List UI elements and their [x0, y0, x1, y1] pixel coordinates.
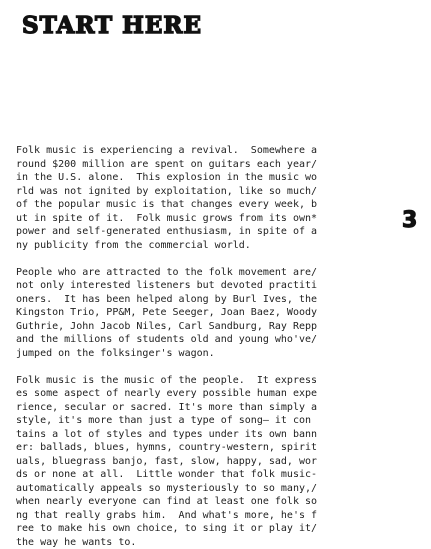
paragraph-folk-movement	[16, 266, 386, 361]
text-line: style, it's more than just a type of song— it con	[16, 414, 386, 428]
text-line: oners. It has been helped along by Burl Ives, the	[16, 293, 386, 307]
text-line: tains a lot of styles and types under its own bann	[16, 428, 386, 442]
text-line: Guthrie, John Jacob Niles, Carl Sandburg, Ray Repp	[16, 320, 386, 334]
text-line: not only interested listeners but devoted practiti	[16, 279, 386, 293]
page-number: 3	[402, 208, 417, 233]
text-line: rience, secular or sacred. It's more than simply a	[16, 401, 386, 415]
paragraph-music-of-the-people	[16, 374, 386, 549]
text-line: Folk music is the music of the people. It express	[16, 374, 386, 388]
text-line: es some aspect of nearly every possible human expe	[16, 387, 386, 401]
text-line: ree to make his own choice, to sing it or play it/	[16, 522, 386, 536]
text-line: er: ballads, blues, hymns, country-western, spirit	[16, 441, 386, 455]
text-line: People who are attracted to the folk movement are/	[16, 266, 386, 280]
text-line: Folk music is experiencing a revival. Somewhere a	[16, 144, 386, 158]
text-line: ds or none at all. Little wonder that folk music-	[16, 468, 386, 482]
text-line: ng that really grabs him. And what's more, he's f	[16, 509, 386, 523]
text-line: when nearly everyone can find at least one folk so	[16, 495, 386, 509]
page-title: START HERE	[22, 12, 202, 39]
text-line: of the popular music is that changes every week, b	[16, 198, 386, 212]
text-line: and the millions of students old and young who've/	[16, 333, 386, 347]
paragraph-revival	[16, 144, 386, 252]
text-line: ut in spite of it. Folk music grows from its own*	[16, 212, 386, 226]
text-line: the way he wants to.	[16, 536, 386, 549]
text-line: automatically appeals so mysteriously to so many,/	[16, 482, 386, 496]
text-line: uals, bluegrass banjo, fast, slow, happy, sad, wor	[16, 455, 386, 469]
text-line: Kingston Trio, PP&M, Pete Seeger, Joan Baez, Woody	[16, 306, 386, 320]
article-body	[16, 144, 386, 549]
text-line: jumped on the folksinger's wagon.	[16, 347, 386, 361]
text-line: rld was not ignited by exploitation, like so much/	[16, 185, 386, 199]
text-line: round $200 million are spent on guitars each year/	[16, 158, 386, 172]
text-line: in the U.S. alone. This explosion in the music wo	[16, 171, 386, 185]
text-line: ny publicity from the commercial world.	[16, 239, 386, 253]
text-line: power and self-generated enthusiasm, in spite of a	[16, 225, 386, 239]
